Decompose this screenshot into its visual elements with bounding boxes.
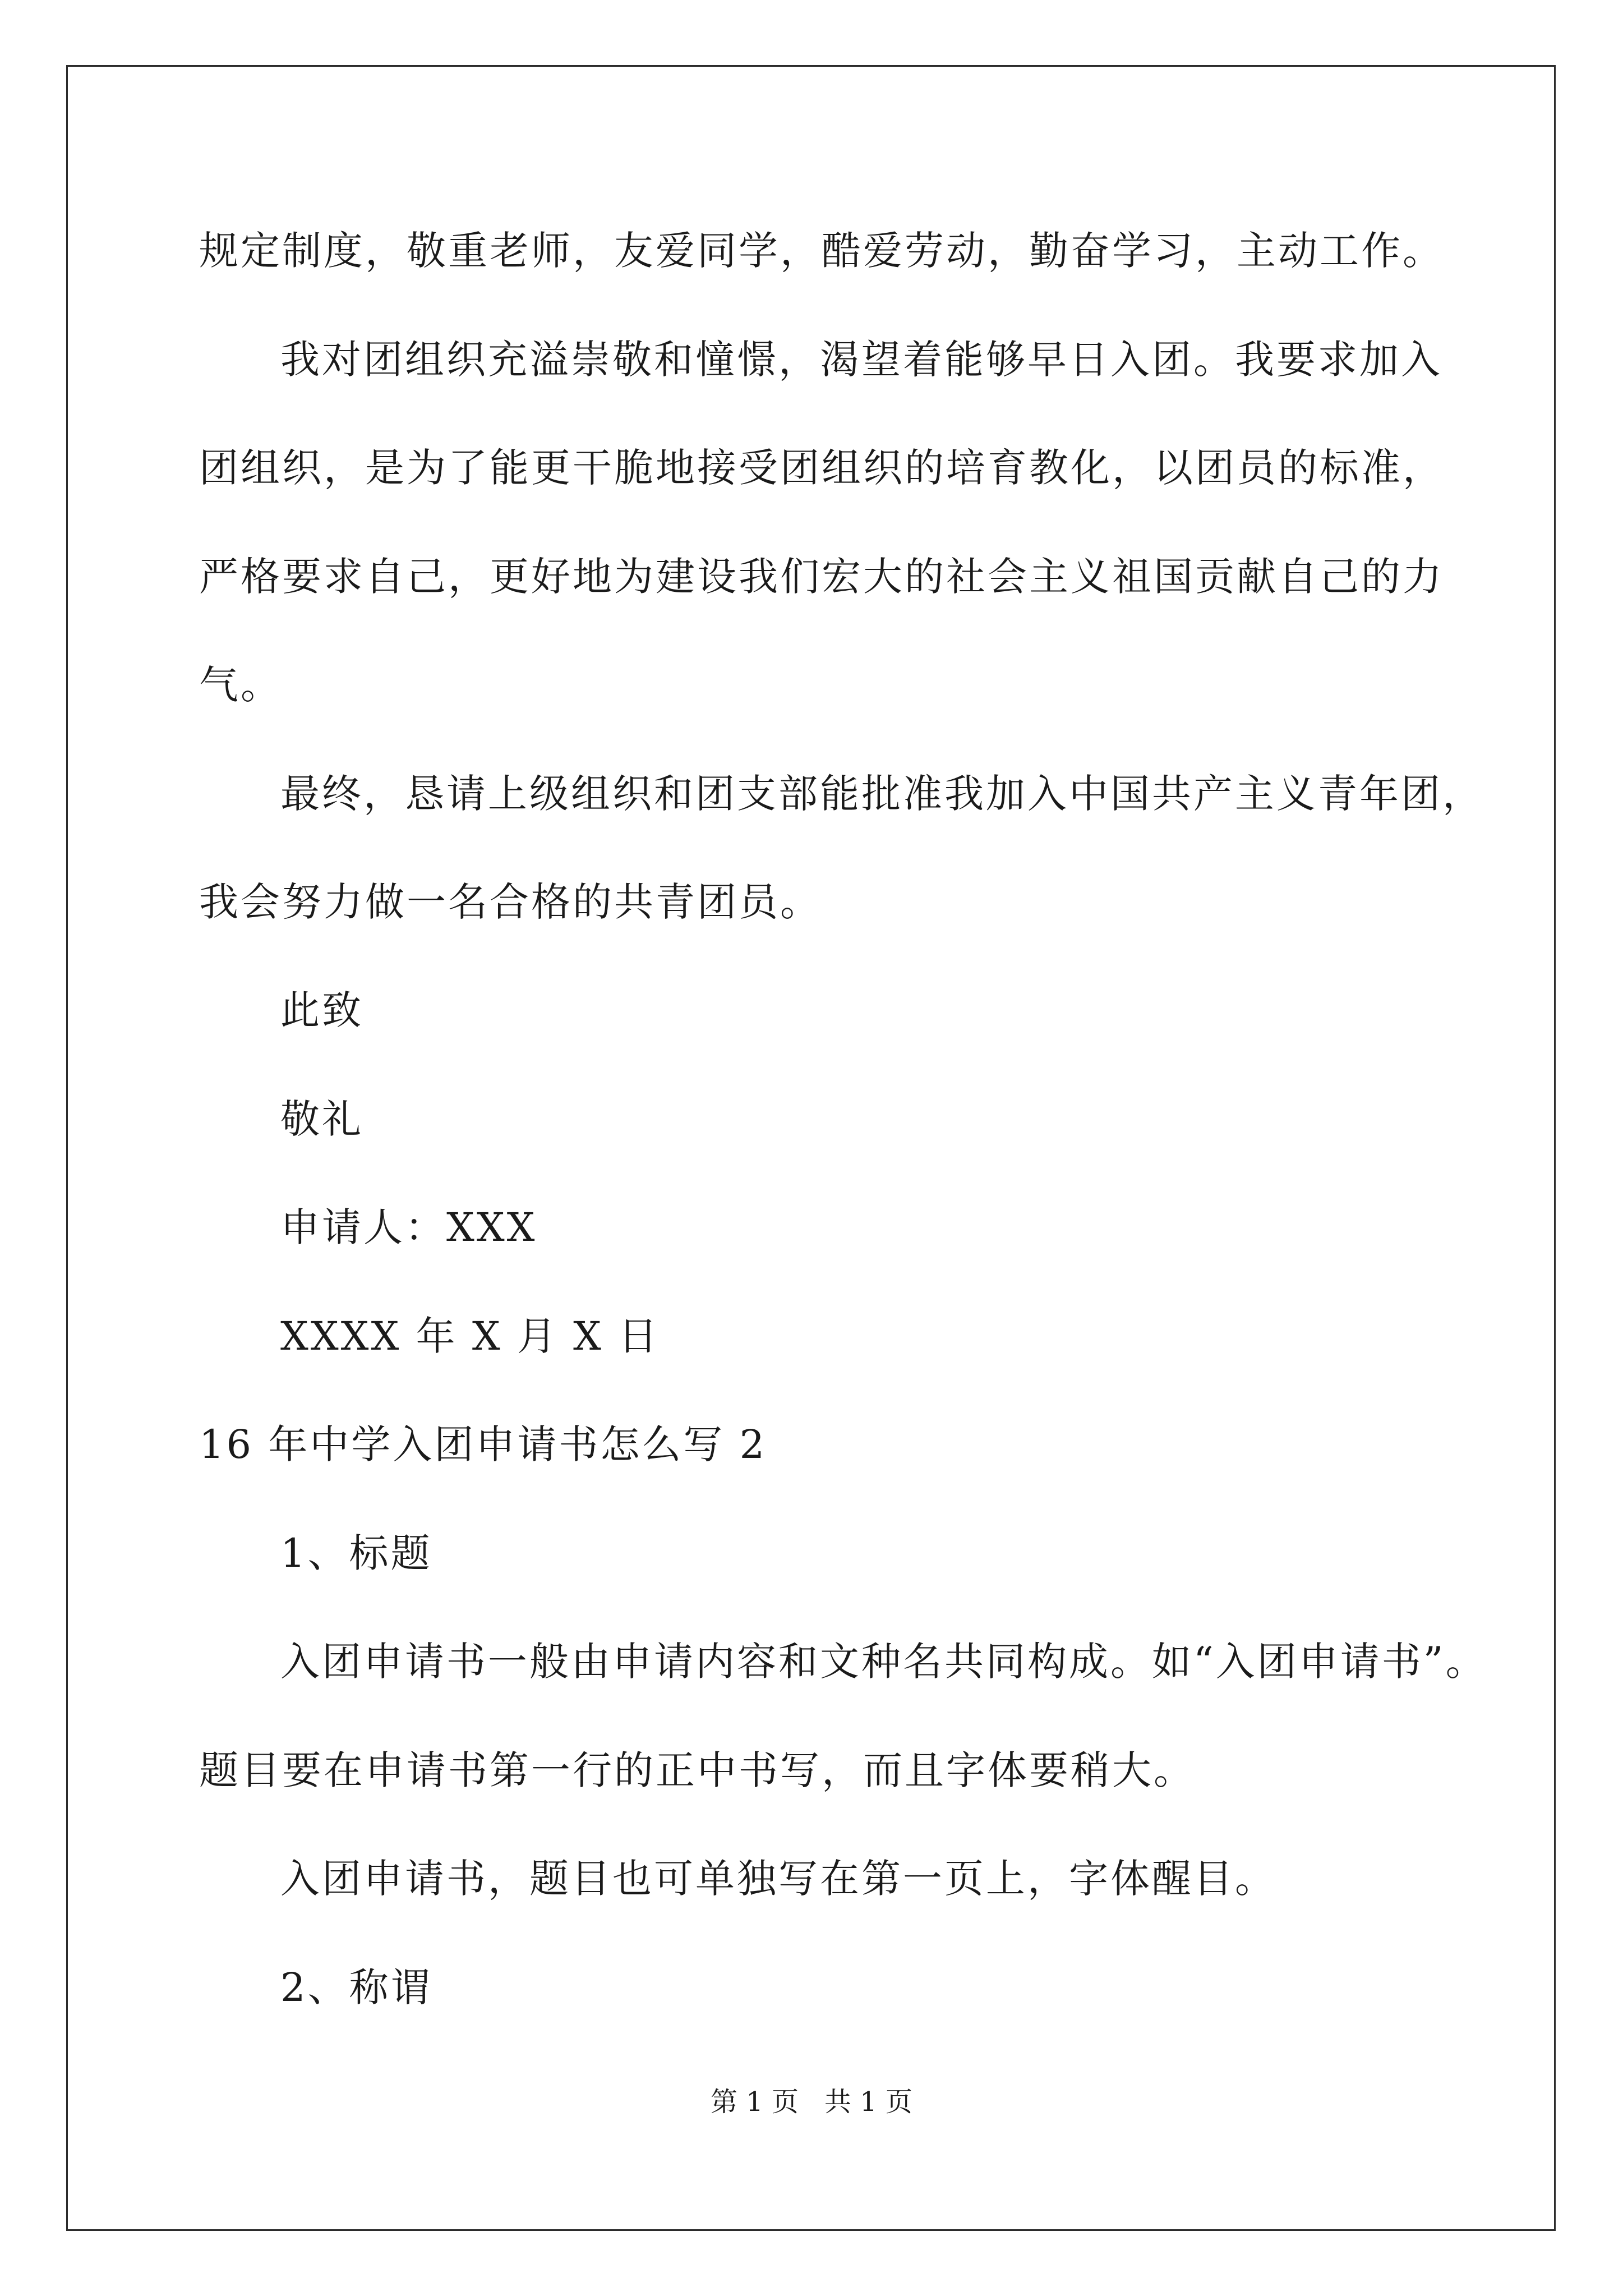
page-total: 共 1 页	[824, 2086, 913, 2118]
heading-salutation: 2、称谓	[280, 1964, 432, 2010]
regards-line: 敬礼	[280, 1096, 363, 1142]
body-line-3: 团组织，是为了能更干脆地接受团组织的培育教化，以团员的标准，	[199, 445, 1444, 491]
body-line-1: 规定制度，敬重老师，友爱同学，酷爱劳动，勤奋学习，主动工作。	[199, 228, 1444, 274]
body-line-6: 最终，恳请上级组织和团支部能批准我加入中国共产主义青年团，	[280, 771, 1484, 817]
date-line: XXXX 年 X 月 X 日	[280, 1313, 660, 1359]
body-line-8: 入团申请书一般由申请内容和文种名共同构成。如“入团申请书”。	[280, 1639, 1487, 1685]
page-number: 第 1 页	[710, 2086, 799, 2118]
section-title: 16 年中学入团申请书怎么写 2	[199, 1421, 767, 1467]
body-line-7: 我会努力做一名合格的共青团员。	[199, 879, 822, 925]
body-line-2: 我对团组织充溢崇敬和憧憬，渴望着能够早日入团。我要求加入	[280, 337, 1442, 383]
page-footer	[0, 2085, 1623, 2119]
salutation-line: 此致	[280, 987, 363, 1033]
body-line-10: 入团申请书，题目也可单独写在第一页上，字体醒目。	[280, 1856, 1276, 1902]
body-line-5: 气。	[199, 662, 282, 708]
body-line-9: 题目要在申请书第一行的正中书写，而且字体要稍大。	[199, 1747, 1195, 1793]
body-line-4: 严格要求自己，更好地为建设我们宏大的社会主义祖国贡献自己的力	[199, 554, 1444, 600]
heading-title: 1、标题	[280, 1530, 432, 1576]
page-border	[66, 65, 1556, 2231]
applicant-line: 申请人：XXX	[280, 1204, 537, 1250]
